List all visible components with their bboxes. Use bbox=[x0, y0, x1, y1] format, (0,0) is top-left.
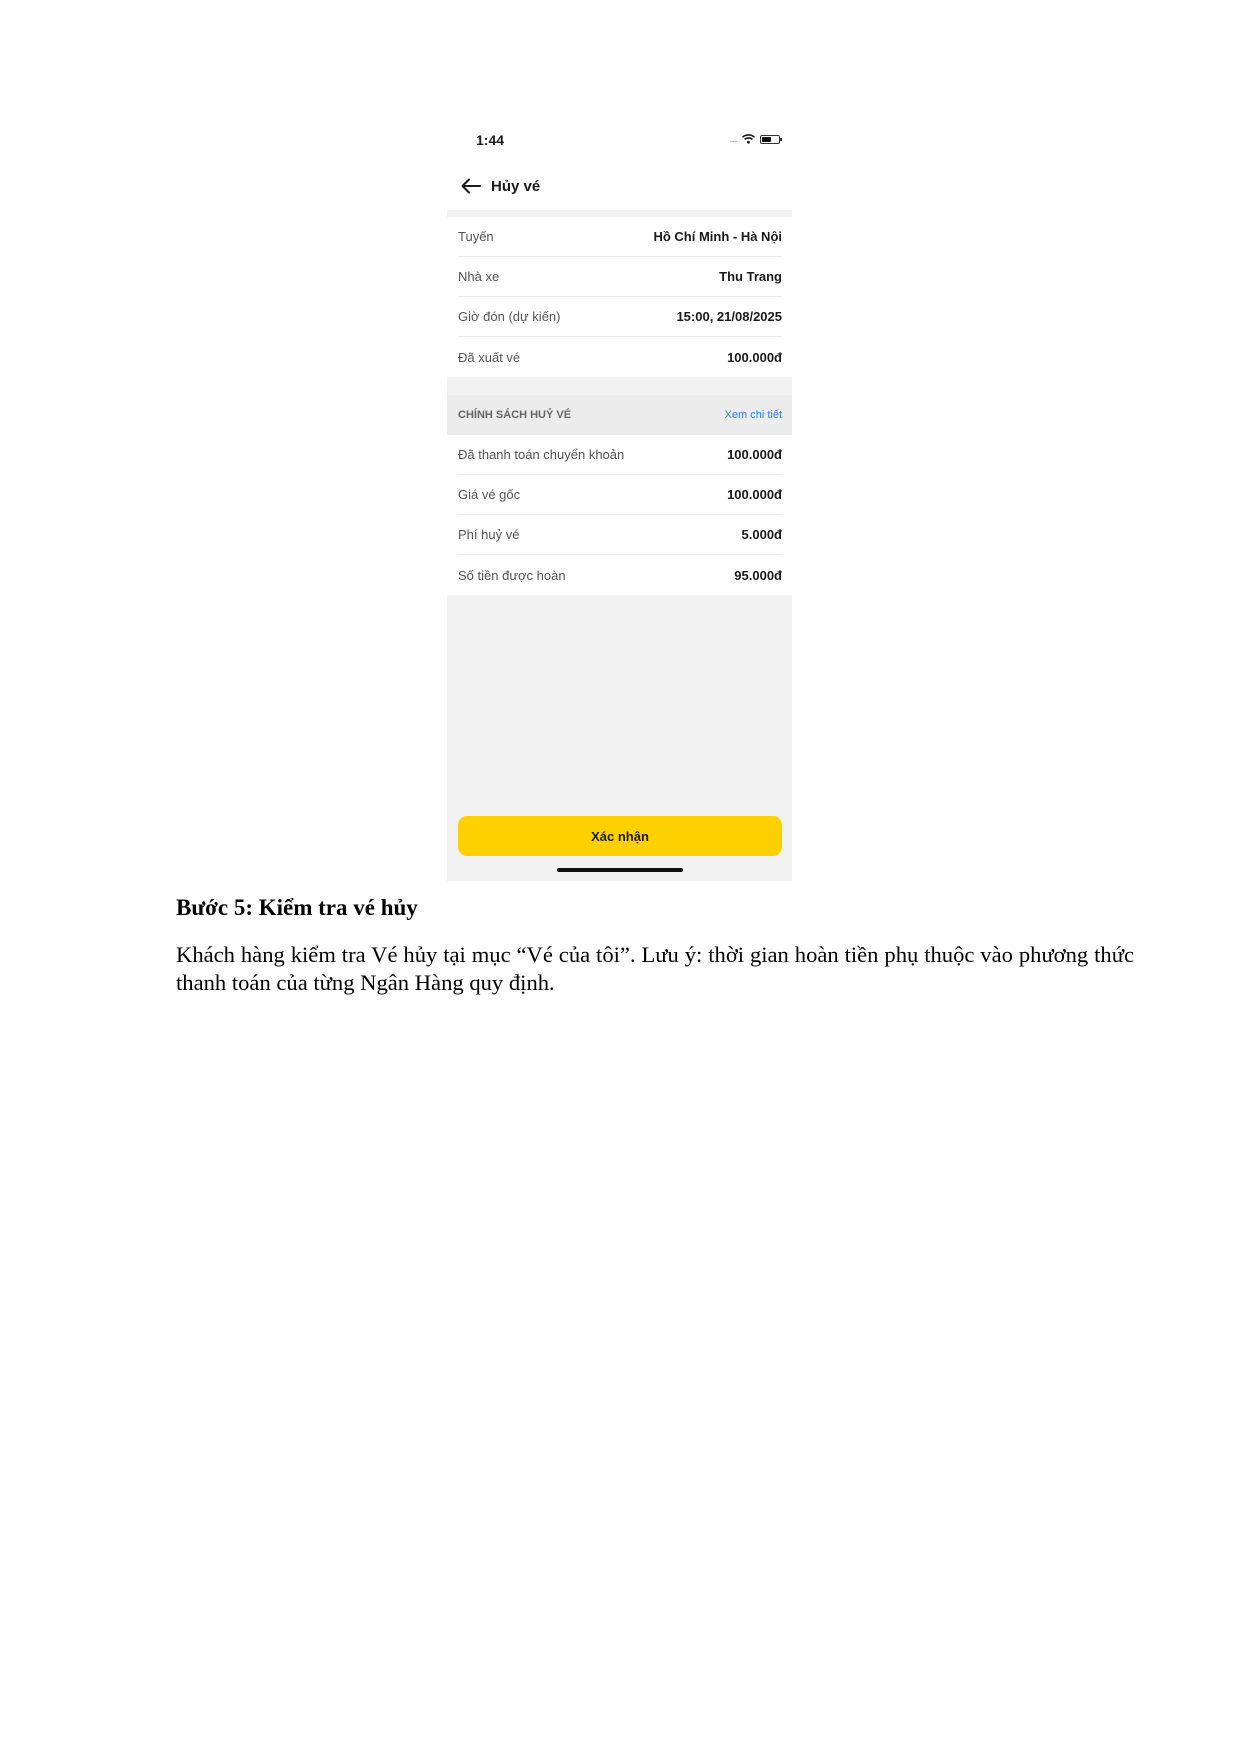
signal-dots-icon: ..... bbox=[729, 134, 737, 144]
info-label: Nhà xe bbox=[458, 269, 500, 284]
arrow-left-icon bbox=[461, 178, 481, 194]
info-label: Giờ đón (dự kiến) bbox=[458, 309, 561, 324]
info-value: Thu Trang bbox=[719, 269, 782, 284]
page-title: Hủy vé bbox=[491, 177, 541, 195]
nav-bar bbox=[447, 170, 792, 202]
back-button[interactable] bbox=[459, 174, 483, 198]
info-label: Giá vé gốc bbox=[458, 487, 521, 502]
info-value: Hồ Chí Minh - Hà Nội bbox=[653, 229, 782, 244]
status-time: 1:44 bbox=[476, 132, 505, 148]
status-icons bbox=[729, 132, 780, 146]
info-row-original-price bbox=[458, 475, 782, 515]
info-row-issued bbox=[458, 337, 782, 377]
info-value: 15:00, 21/08/2025 bbox=[676, 309, 782, 324]
cancel-policy-header bbox=[447, 395, 792, 435]
step-description: Khách hàng kiểm tra Vé hủy tại mục “Vé của tôi”. Lưu ý: thời gian hoàn tiền phụ thuộc vào phương thức thanh toán của từng Ngân Hàng quy định. bbox=[176, 942, 1134, 995]
info-value: 5.000đ bbox=[741, 527, 782, 542]
step-heading: Bước 5: Kiểm tra vé hủy bbox=[176, 895, 418, 920]
home-indicator bbox=[557, 868, 683, 872]
battery-icon bbox=[760, 135, 780, 144]
info-label: Đã thanh toán chuyển khoản bbox=[458, 447, 625, 462]
info-row-cancel-fee bbox=[458, 515, 782, 555]
info-label: Phí huỷ vé bbox=[458, 527, 520, 542]
info-value: 100.000đ bbox=[727, 487, 782, 502]
info-label: Số tiền được hoàn bbox=[458, 567, 566, 583]
cancel-policy-title: CHÍNH SÁCH HUỶ VÉ bbox=[458, 409, 572, 421]
info-row-refund-amount bbox=[458, 555, 782, 595]
confirm-button[interactable]: Xác nhận bbox=[458, 816, 782, 856]
refund-info-section bbox=[447, 435, 792, 595]
view-details-link[interactable]: Xem chi tiết bbox=[724, 409, 782, 421]
info-row-route bbox=[458, 217, 782, 257]
info-value: 100.000đ bbox=[727, 447, 782, 462]
info-row-pickup-time bbox=[458, 297, 782, 337]
info-label: Đã xuất vé bbox=[458, 349, 521, 365]
trip-info-section bbox=[447, 217, 792, 377]
info-row-operator bbox=[458, 257, 782, 297]
wifi-icon bbox=[742, 134, 755, 144]
info-value: 95.000đ bbox=[734, 567, 782, 583]
phone-screenshot bbox=[447, 118, 792, 881]
info-label: Tuyến bbox=[458, 229, 494, 244]
info-value: 100.000đ bbox=[727, 349, 782, 365]
info-row-paid-transfer bbox=[458, 435, 782, 475]
